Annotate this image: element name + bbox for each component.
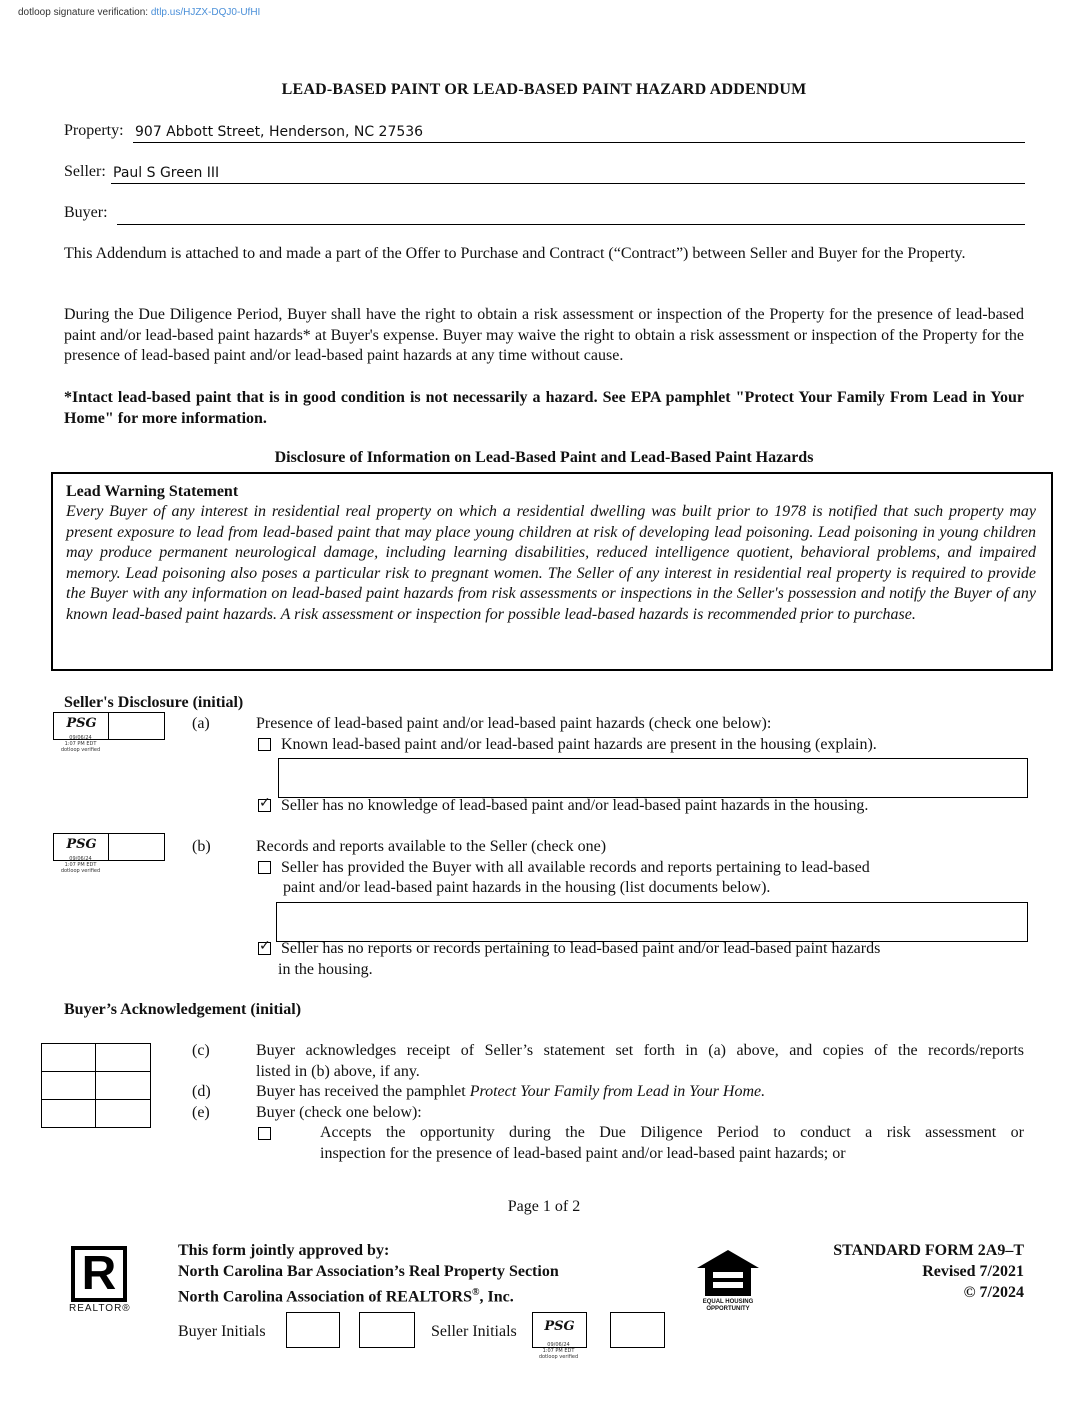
buyer-label: Buyer:	[64, 204, 108, 221]
footer-buyer-initial-2[interactable]	[359, 1312, 415, 1348]
no-knowledge-checkbox[interactable]	[258, 799, 271, 812]
item-a-letter: (a)	[192, 715, 210, 732]
realtor-logo	[71, 1246, 127, 1302]
no-knowledge-option: Seller has no knowledge of lead-based paint and/or lead-based paint hazards in the housing.	[281, 797, 869, 814]
item-c-line1: Buyer acknowledges receipt of Seller’s statement set forth in (a) above, and copies of the records/reports	[256, 1042, 1024, 1059]
signature-stamp: 09/06/24 1:07 PM EDT dotloop verified	[538, 1342, 579, 1360]
realtor-wordmark: REALTOR®	[69, 1303, 131, 1314]
buyer-initial-e-1[interactable]	[41, 1099, 96, 1128]
seller-value: Paul S Green III	[113, 165, 220, 181]
document-title: LEAD-BASED PAINT OR LEAD-BASED PAINT HAZARD ADDENDUM	[281, 81, 807, 98]
buyer-field[interactable]	[117, 206, 1025, 225]
seller-field[interactable]	[111, 165, 1025, 184]
item-c-letter: (c)	[192, 1042, 210, 1059]
buyer-ack-heading: Buyer’s Acknowledgement (initial)	[64, 1001, 302, 1018]
no-records-checkbox[interactable]	[258, 942, 271, 955]
item-b-text: Records and reports available to the Seller (check one)	[256, 838, 607, 855]
lead-warning-title: Lead Warning Statement	[66, 483, 239, 500]
buyer-initial-d-2[interactable]	[95, 1071, 151, 1100]
buyer-initial-c-1[interactable]	[41, 1043, 96, 1072]
approval-block: This form jointly approved by: North Carolina Bar Association’s Real Property Section North Carolina Association of REALTORS®, Inc.	[178, 1242, 559, 1306]
epa-note: *Intact lead-based paint that is in good condition is not necessarily a hazard. See EPA pamphlet "Protect Your Family From Lead in Your Home" for more information.	[64, 389, 1024, 427]
accepts-line1: Accepts the opportunity during the Due Diligence Period to conduct a risk assessment or	[320, 1124, 1024, 1141]
documents-list-field[interactable]	[276, 902, 1028, 942]
equal-housing-icon	[695, 1248, 761, 1298]
seller-disclosure-heading: Seller's Disclosure (initial)	[64, 694, 244, 711]
footer-buyer-initial-1[interactable]	[286, 1312, 340, 1348]
seller-initial-box-4[interactable]	[108, 833, 165, 861]
explain-field[interactable]	[278, 758, 1028, 798]
property-label: Property:	[64, 122, 124, 139]
buyer-initial-d-1[interactable]	[41, 1071, 96, 1100]
page-number: Page 1 of 2	[507, 1198, 581, 1215]
verification-label: dotloop signature verification:	[18, 7, 149, 18]
records-provided-checkbox[interactable]	[258, 861, 271, 874]
known-lead-option: Known lead-based paint and/or lead-based paint hazards are present in the housing (explain).	[281, 736, 877, 753]
item-a-text: Presence of lead-based paint and/or lead-based paint hazards (check one below):	[256, 715, 772, 732]
realtor-r-icon: R	[81, 1247, 117, 1300]
equal-housing-text: EQUAL HOUSING OPPORTUNITY	[702, 1299, 754, 1312]
seller-initial-box-2[interactable]	[108, 712, 165, 740]
seller-signature: PSG	[66, 716, 97, 731]
seller-signature: PSG	[544, 1319, 575, 1334]
form-id-block: STANDARD FORM 2A9–T Revised 7/2021 © 7/2024	[833, 1242, 1024, 1301]
item-d-letter: (d)	[192, 1083, 211, 1100]
seller-label: Seller:	[64, 163, 106, 180]
dotloop-verification	[18, 7, 260, 18]
item-e-letter: (e)	[192, 1104, 210, 1121]
seller-signature: PSG	[66, 837, 97, 852]
verification-link[interactable]: dtlp.us/HJZX-DQJ0-UfHI	[150, 7, 261, 18]
item-b-letter: (b)	[192, 838, 211, 855]
buyer-initials-label: Buyer Initials	[178, 1323, 266, 1340]
lead-warning-text: Every Buyer of any interest in residential real property on which a residential dwelling was built prior to 1978 is notified that such property may present exposure to lead from lead-based paint that may place young children at risk of developing lead poisoning. Lead poisoning in young children may produce permanent neurological damage, including learning disabilities, reduced intelligence quotient, behavioral problems, and impaired memory. Lead poisoning also poses a particular risk to pregnant women. The Seller of any interest in residential real property is required to provide the Buyer with any information on lead-based paint hazards from risk assessments or inspections in the Seller's possession and notify the Buyer of any known lead-based paint hazards. A risk assessment or inspection for possible lead-based hazards is recommended prior to purchase.	[66, 503, 1036, 623]
property-field[interactable]	[133, 124, 1025, 143]
footer-seller-initial-2[interactable]	[610, 1312, 665, 1348]
accepts-opportunity-checkbox[interactable]	[258, 1127, 271, 1140]
known-lead-checkbox[interactable]	[258, 738, 271, 751]
item-c-line2: listed in (b) above, if any.	[256, 1063, 420, 1080]
no-records-line2: in the housing.	[278, 961, 373, 978]
buyer-initial-c-2[interactable]	[95, 1043, 151, 1072]
addendum-paragraph: This Addendum is attached to and made a part of the Offer to Purchase and Contract (“Contract”) between Seller and Buyer for the Property.	[64, 245, 966, 262]
signature-stamp: 09/06/24 1:07 PM EDT dotloop verified	[60, 735, 101, 753]
records-provided-line2: paint and/or lead-based paint hazards in the housing (list documents below).	[283, 879, 771, 896]
item-e-text: Buyer (check one below):	[256, 1104, 422, 1121]
due-diligence-paragraph: During the Due Diligence Period, Buyer shall have the right to obtain a risk assessment or inspection of the Property for the presence of lead-based paint and/or lead-based paint hazards* at Buyer's expense. Buyer may waive the right to obtain a risk assessment or inspection of the Property for the presence of lead-based paint and/or lead-based paint hazards at any time without cause.	[64, 306, 1024, 364]
accepts-line2: inspection for the presence of lead-based paint and/or lead-based paint hazards; or	[320, 1145, 846, 1162]
buyer-initial-e-2[interactable]	[95, 1099, 151, 1128]
item-d-text: Buyer has received the pamphlet Protect Your Family from Lead in Your Home.	[256, 1083, 766, 1100]
disclosure-heading: Disclosure of Information on Lead-Based Paint and Lead-Based Paint Hazards	[274, 449, 814, 466]
property-value: 907 Abbott Street, Henderson, NC 27536	[135, 124, 424, 140]
signature-stamp: 09/06/24 1:07 PM EDT dotloop verified	[60, 856, 101, 874]
seller-initials-label: Seller Initials	[431, 1323, 517, 1340]
no-records-line1: Seller has no reports or records pertaining to lead-based paint and/or lead-based paint hazards	[281, 940, 881, 957]
records-provided-line1: Seller has provided the Buyer with all available records and reports pertaining to lead-based	[281, 859, 870, 876]
